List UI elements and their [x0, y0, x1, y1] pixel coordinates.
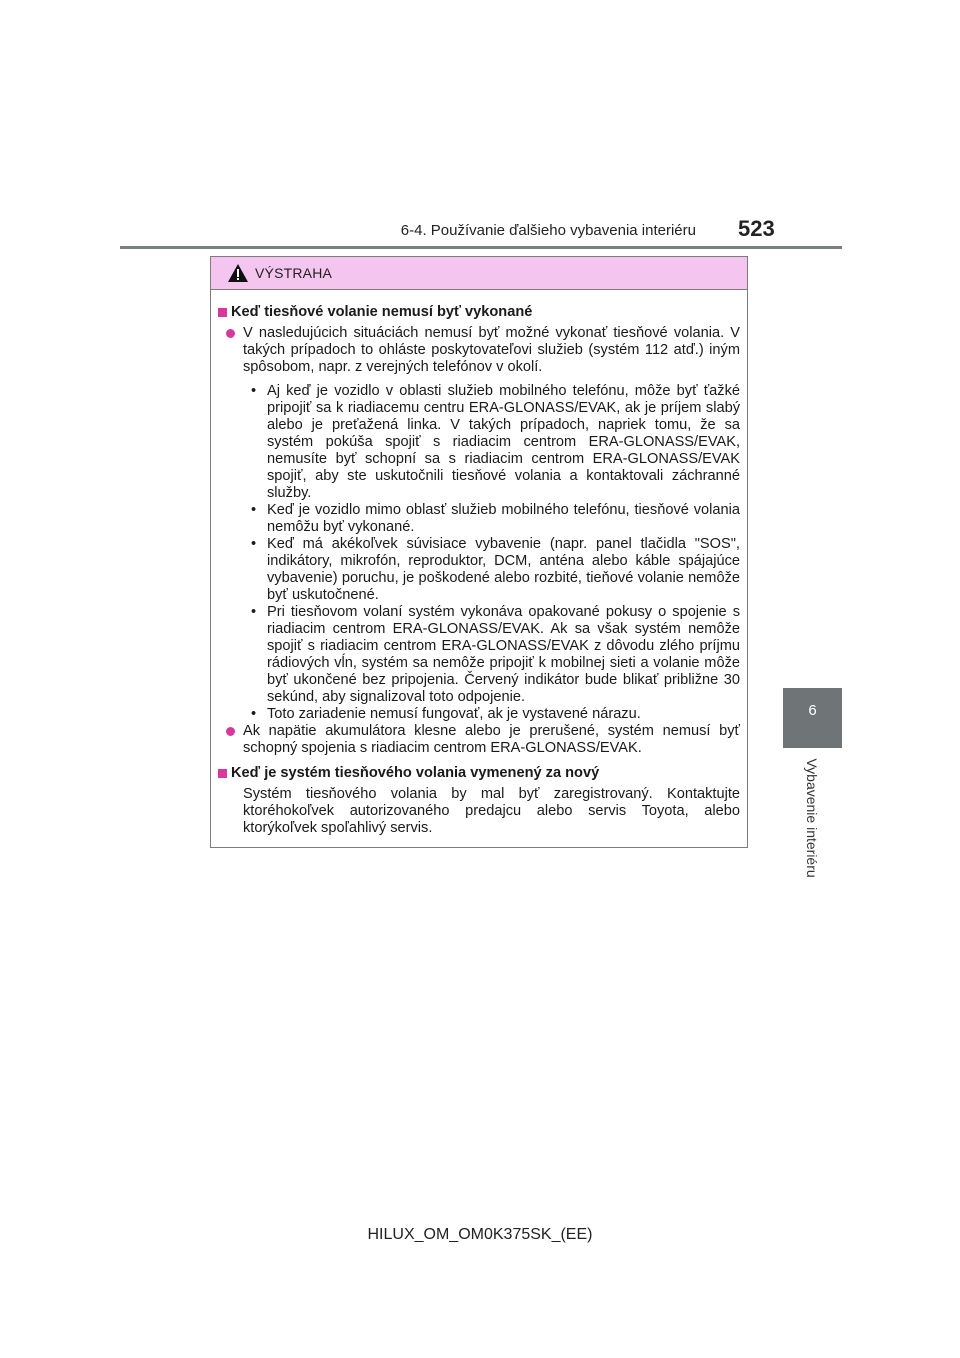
- sub-list: [218, 383, 740, 723]
- circle-bullet-icon: [226, 329, 235, 338]
- sub-list-item-text: Pri tiesňovom volaní systém vykonáva opakované pokusy o spojenie s riadiacim centrom ERA-GLONASS/EVAK. Ak sa však systém nemôže spojiť s riadiacim centrom ERA-GLONASS/EVAK z dôvodu zlého príjmu rádiových vĺn, systém sa nemôže pripojiť k mobilnej sieti a volanie môže byť ukončené bez pripojenia. Červený indikátor bude blikať približne 30 sekúnd, aby signalizoval toto odpojenie.: [267, 604, 740, 705]
- list-item-text: V nasledujúcich situáciách nemusí byť možné vykonať tiesňové volania. V takých prípadoch to ohláste poskytovateľovi služieb (systém 112 atď.) iným spôsobom, napr. z verejných telefónov v okolí.: [243, 325, 740, 375]
- circle-bullet-icon: [226, 727, 235, 736]
- chapter-label: Vybavenie interiéru: [804, 758, 820, 878]
- list-item-text: Ak napätie akumulátora klesne alebo je prerušené, systém nemusí byť schopný spojenia s riadiacim centrom ERA-GLONASS/EVAK.: [243, 723, 740, 756]
- sub-list-item: • Pri tiesňovom volaní systém vykonáva opakované pokusy o spojenie s riadiacim centrom ERA-GLONASS/EVAK. Ak sa však systém nemôže spojiť s riadiacim centrom ERA-GLONASS/EVAK z dôvodu zlého príjmu rádiových vĺn, systém sa nemôže pripojiť k mobilnej sieti a volanie môže byť ukončené bez pripojenia. Červený indikátor bude blikať približne 30 sekúnd, aby signalizoval toto odpojenie.: [251, 604, 740, 705]
- sub-list-item-text: Aj keď je vozidlo v oblasti služieb mobilného telefónu, môže byť ťažké pripojiť sa k riadiacemu centru ERA-GLONASS/EVAK, ak je príjem slabý alebo je preťažená linka. V takých prípadoch, napriek tomu, že sa systém pokúša spojiť s riadiacim centrom ERA-GLONASS/EVAK, nemusíte byť schopní sa s riadiacim centrom ERA-GLONASS/EVAK spojiť, aby ste uskutočnili tiesňové volania a kontaktovali záchranné služby.: [267, 383, 740, 501]
- section-heading: [218, 304, 740, 321]
- section-heading: [218, 765, 740, 782]
- header-divider: [120, 246, 842, 249]
- section-heading-text: Keď je systém tiesňového volania vymenený za nový: [231, 765, 600, 781]
- sub-list-item-text: Toto zariadenie nemusí fungovať, ak je vystavené nárazu.: [267, 706, 641, 722]
- section-heading-text: Keď tiesňové volanie nemusí byť vykonané: [231, 304, 533, 320]
- warning-box: [210, 256, 748, 848]
- sub-list-item: • Keď je vozidlo mimo oblasť služieb mobilného telefónu, tiesňové volania nemôžu byť vykonané.: [251, 502, 740, 535]
- sub-list-item: • Aj keď je vozidlo v oblasti služieb mobilného telefónu, môže byť ťažké pripojiť sa k riadiacemu centru ERA-GLONASS/EVAK, ak je príjem slabý alebo je preťažená linka. V takých prípadoch, napriek tomu, že sa systém pokúša spojiť s riadiacim centrom ERA-GLONASS/EVAK, nemusíte byť schopní sa s riadiacim centrom ERA-GLONASS/EVAK spojiť, aby ste uskutočnili tiesňové volania a kontaktovali záchranné služby.: [251, 383, 740, 501]
- warning-body: [211, 290, 747, 837]
- document-code: HILUX_OM_OM0K375SK_(EE): [367, 1226, 593, 1243]
- section-paragraph: Systém tiesňového volania by mal byť zaregistrovaný. Kontaktujte ktoréhokoľvek autorizovaného predajcu alebo servis Toyota, alebo ktorýkoľvek spoľahlivý servis.: [243, 786, 740, 836]
- list-item: [218, 325, 740, 376]
- warning-title: VÝSTRAHA: [255, 265, 333, 281]
- list-item: [218, 723, 740, 757]
- sub-list-item: • Toto zariadenie nemusí fungovať, ak je vystavené nárazu.: [218, 706, 740, 723]
- sub-list-item: • Keď má akékoľvek súvisiace vybavenie (napr. panel tlačidla "SOS", indikátory, mikrofón, reproduktor, DCM, anténa alebo káble spájajúce vybavenie) poruchu, je poškodené alebo rozbité, tieňové volanie nemôže byť uskutočnené.: [251, 536, 740, 603]
- warning-triangle-icon: [227, 263, 249, 283]
- square-bullet-icon: [218, 769, 227, 778]
- page-number: 523: [738, 216, 775, 241]
- header-section-title: 6-4. Používanie ďalšieho vybavenia interiéru: [400, 222, 696, 239]
- sub-list-item-text: Keď má akékoľvek súvisiace vybavenie (napr. panel tlačidla "SOS", indikátory, mikrofón, reproduktor, DCM, anténa alebo káble spájajúce vybavenie) poruchu, je poškodené alebo rozbité, tieňové volanie nemôže byť uskutočnené.: [267, 536, 740, 603]
- square-bullet-icon: [218, 308, 227, 317]
- warning-header: [211, 257, 747, 290]
- chapter-number: 6: [808, 702, 817, 719]
- sub-list-item-text: Keď je vozidlo mimo oblasť služieb mobilného telefónu, tiesňové volania nemôžu byť vykonané.: [267, 502, 740, 535]
